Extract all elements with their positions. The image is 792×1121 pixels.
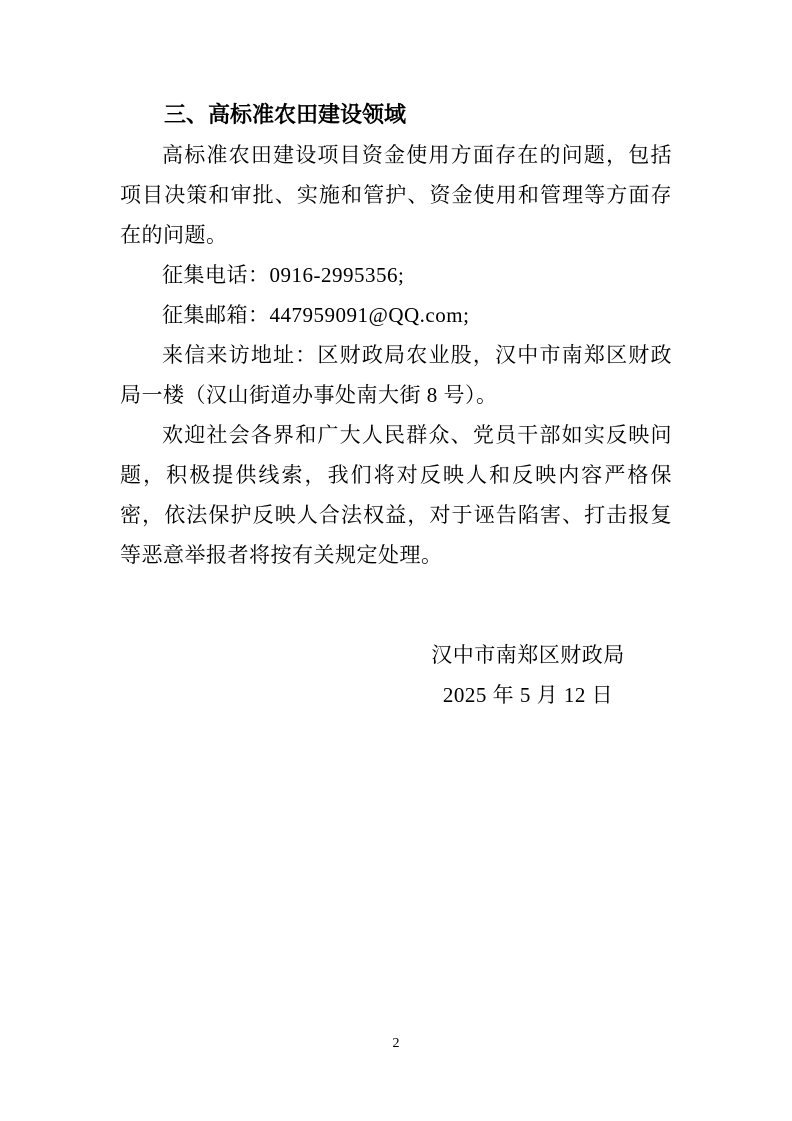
paragraph-address: 来信来访地址：区财政局农业股，汉中市南郑区财政局一楼（汉山街道办事处南大街 8 号）。 [120,343,672,407]
closing-block [393,635,663,715]
paragraph-problem-scope: 高标准农田建设项目资金使用方面存在的问题，包括项目决策和审批、实施和管护、资金使用和管理等方面存在的问题。 [120,143,672,247]
document-body [120,95,672,715]
paragraph-email: 征集邮箱：447959091@QQ.com; [162,303,470,327]
page-number: 2 [392,1036,400,1051]
signature-organization: 汉中市南郑区财政局 [431,643,625,667]
signature-date: 2025 年 5 月 12 日 [442,683,614,707]
paragraph-phone: 征集电话：0916-2995356; [162,263,405,287]
paragraph-welcome-notice: 欢迎社会各界和广大人民群众、党员干部如实反映问题，积极提供线索，我们将对反映人和反映内容严格保密，依法保护反映人合法权益，对于诬告陷害、打击报复等恶意举报者将按有关规定处理。 [120,423,672,567]
section-heading: 三、高标准农田建设领域 [164,102,407,127]
